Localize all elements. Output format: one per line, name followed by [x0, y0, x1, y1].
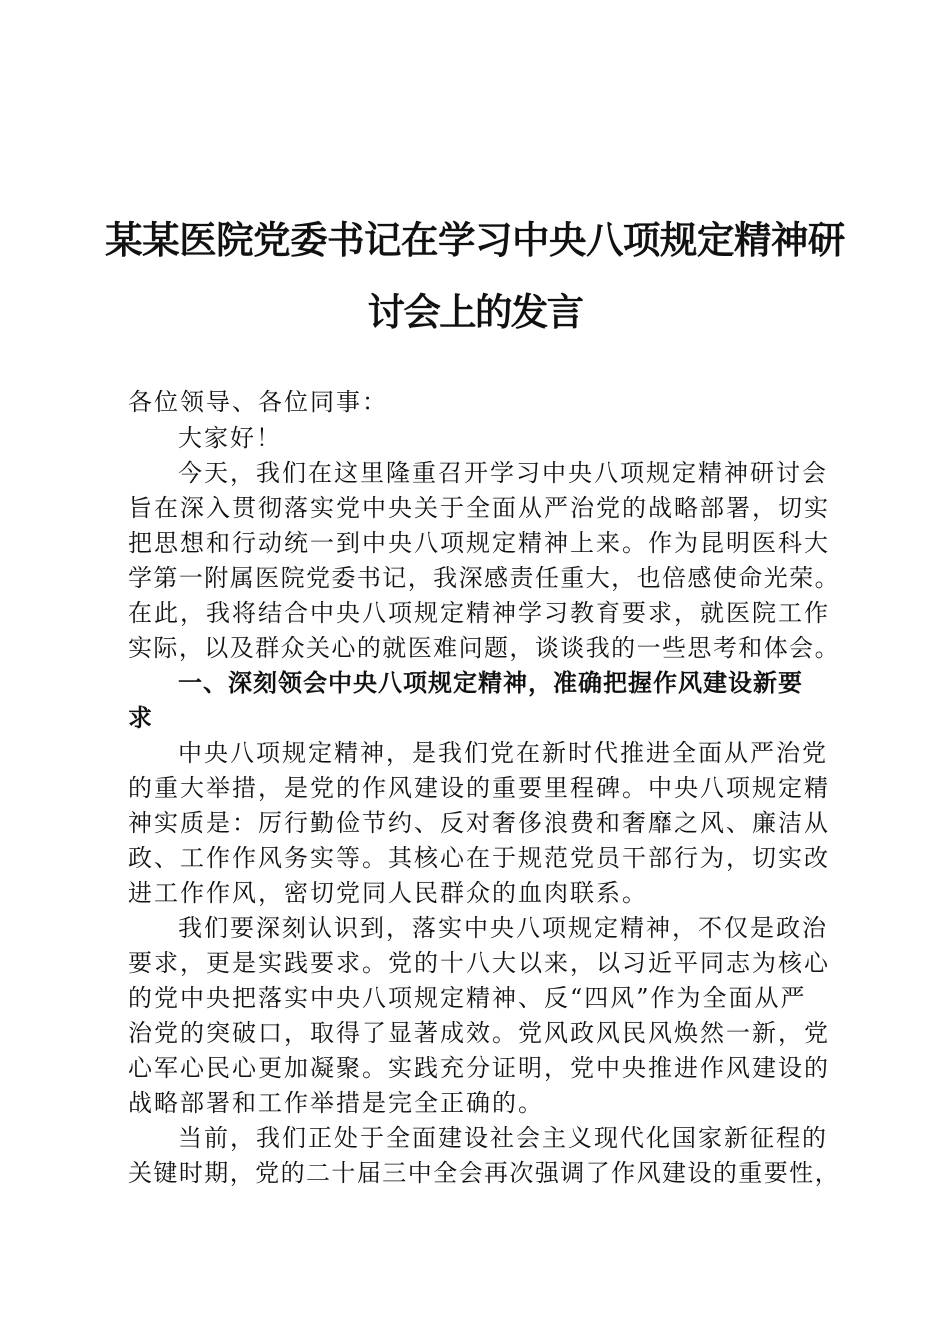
paragraph-1-line: 旨在深入贯彻落实党中央关于全面从严治党的战略部署，切实	[128, 494, 830, 522]
paragraph-3-line: 治党的突破口，取得了显著成效。党风政风民风焕然一新，党	[128, 1019, 830, 1047]
paragraph-3-line: 战略部署和工作举措是完全正确的。	[128, 1089, 544, 1117]
paragraph-2-line: 进工作作风，密切党同人民群众的血肉联系。	[128, 879, 648, 907]
section-heading-1: 一、深刻领会中央八项规定精神，准确把握作风建设新要	[178, 668, 803, 697]
greeting: 大家好！	[178, 424, 282, 452]
paragraph-3-line: 心军心民心更加凝聚。实践充分证明，党中央推进作风建设的	[128, 1054, 830, 1082]
document-title-line-2: 讨会上的发言	[367, 290, 583, 334]
salutation: 各位领导、各位同事：	[128, 388, 388, 416]
paragraph-1-line: 把思想和行动统一到中央八项规定精神上来。作为昆明医科大	[128, 529, 830, 557]
paragraph-2-line: 神实质是：厉行勤俭节约、反对奢侈浪费和奢靡之风、廉洁从	[128, 809, 830, 837]
paragraph-4-line: 当前，我们正处于全面建设社会主义现代化国家新征程的	[178, 1124, 828, 1152]
section-heading-1-cont: 求	[128, 703, 153, 732]
paragraph-2-line: 的重大举措，是党的作风建设的重要里程碑。中央八项规定精	[128, 774, 830, 802]
paragraph-3-line: 我们要深刻认识到，落实中央八项规定精神，不仅是政治	[178, 914, 828, 942]
paragraph-2-line: 中央八项规定精神，是我们党在新时代推进全面从严治党	[178, 739, 828, 767]
paragraph-1-line: 实际，以及群众关心的就医难问题，谈谈我的一些思考和体会。	[128, 634, 840, 662]
paragraph-3-line: 要求，更是实践要求。党的十八大以来，以习近平同志为核心	[128, 949, 830, 977]
paragraph-1-line: 学第一附属医院党委书记，我深感责任重大，也倍感使命光荣。	[128, 564, 840, 592]
paragraph-4-line: 关键时期，党的二十届三中全会再次强调了作风建设的重要性，	[128, 1159, 840, 1187]
paragraph-2-line: 政、工作作风务实等。其核心在于规范党员干部行为，切实改	[128, 844, 830, 872]
paragraph-1-line: 在此，我将结合中央八项规定精神学习教育要求，就医院工作	[128, 599, 830, 627]
document-title-line-1: 某某医院党委书记在学习中央八项规定精神研	[105, 218, 845, 262]
paragraph-1-line: 今天，我们在这里隆重召开学习中央八项规定精神研讨会	[178, 459, 828, 487]
paragraph-3-line: 的党中央把落实中央八项规定精神、反“四风”作为全面从严	[128, 984, 807, 1012]
